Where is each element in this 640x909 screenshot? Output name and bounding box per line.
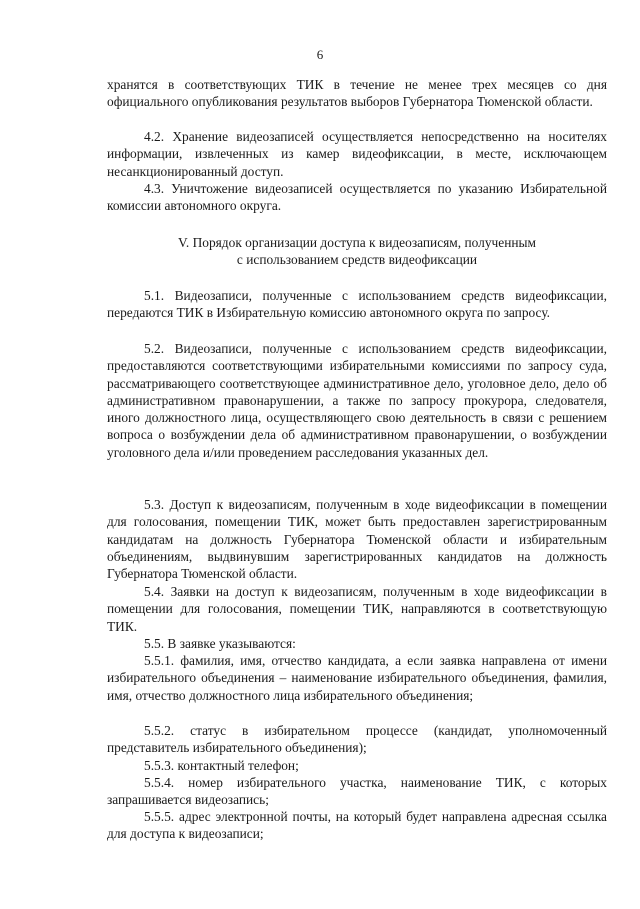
paragraph-5-5-4: 5.5.4. номер избирательного участка, наименование ТИК, с которых запрашивается видеозапись; [107, 775, 607, 808]
section-heading-line1: V. Порядок организации доступа к видеозаписям, полученным [177, 235, 537, 250]
section-heading [107, 234, 607, 269]
page-number: 6 [316, 47, 324, 62]
paragraph-5-5-5: 5.5.5. адрес электронной почты, на который будет направлена адресная ссылка для доступа к видеозаписи; [107, 809, 607, 842]
paragraph-5-5-2: 5.5.2. статус в избирательном процессе (кандидат, уполномоченный представитель избирательного объединения); [107, 723, 607, 756]
paragraph-5-2: 5.2. Видеозаписи, полученные с использованием средств видеофиксации, предоставляются соответствующими избирательными комиссиями по запросу суда, рассматривающего соответствующее административное дело, уголовное дело, дело об административном правонарушении, а также по запросу прокурора, следователя, иного должностного лица, осуществляющего свою деятельность в связи с решением вопроса о возбуждении дела об административном правонарушении, о возбуждении уголовного дела и/или проведением расследования указанных дел. [107, 341, 607, 460]
paragraph-5-4: 5.4. Заявки на доступ к видеозаписям, полученным в ходе видеофиксации в помещении для голосования, помещении ТИК, направляются в соответствующую ТИК. [107, 584, 607, 634]
paragraph-storage-period: хранятся в соответствующих ТИК в течение не менее трех месяцев со дня официального опубликования результатов выборов Губернатора Тюменской области. [107, 77, 607, 110]
paragraph-5-1: 5.1. Видеозаписи, полученные с использованием средств видеофиксации, передаются ТИК в Избирательную комиссию автономного округа по запросу. [107, 288, 607, 321]
paragraph-5-5: 5.5. В заявке указываются: [144, 636, 296, 651]
paragraph-4-3: 4.3. Уничтожение видеозаписей осуществляется по указанию Избирательной комиссии автономного округа. [107, 181, 607, 214]
section-heading-line2: с использованием средств видеофиксации [236, 252, 478, 268]
paragraph-5-5-1: 5.5.1. фамилия, имя, отчество кандидата, а если заявка направлена от имени избирательного объединения – наименование избирательного объединения, фамилия, имя, отчество должностного лица избирательного объединения; [107, 653, 607, 703]
paragraph-5-3: 5.3. Доступ к видеозаписям, полученным в ходе видеофиксации в помещении для голосования, помещении ТИК, может быть предоставлен зарегистрированным кандидатам на должность Губернатора Тюменской области и избирательным объединениям, выдвинувшим зарегистрированных кандидатов на должность Губернатора Тюменской области. [107, 497, 607, 582]
paragraph-4-2: 4.2. Хранение видеозаписей осуществляется непосредственно на носителях информации, извлеченных из камер видеофиксации, в месте, исключающем несанкционированный доступ. [107, 129, 607, 179]
paragraph-5-5-3: 5.5.3. контактный телефон; [144, 758, 299, 773]
